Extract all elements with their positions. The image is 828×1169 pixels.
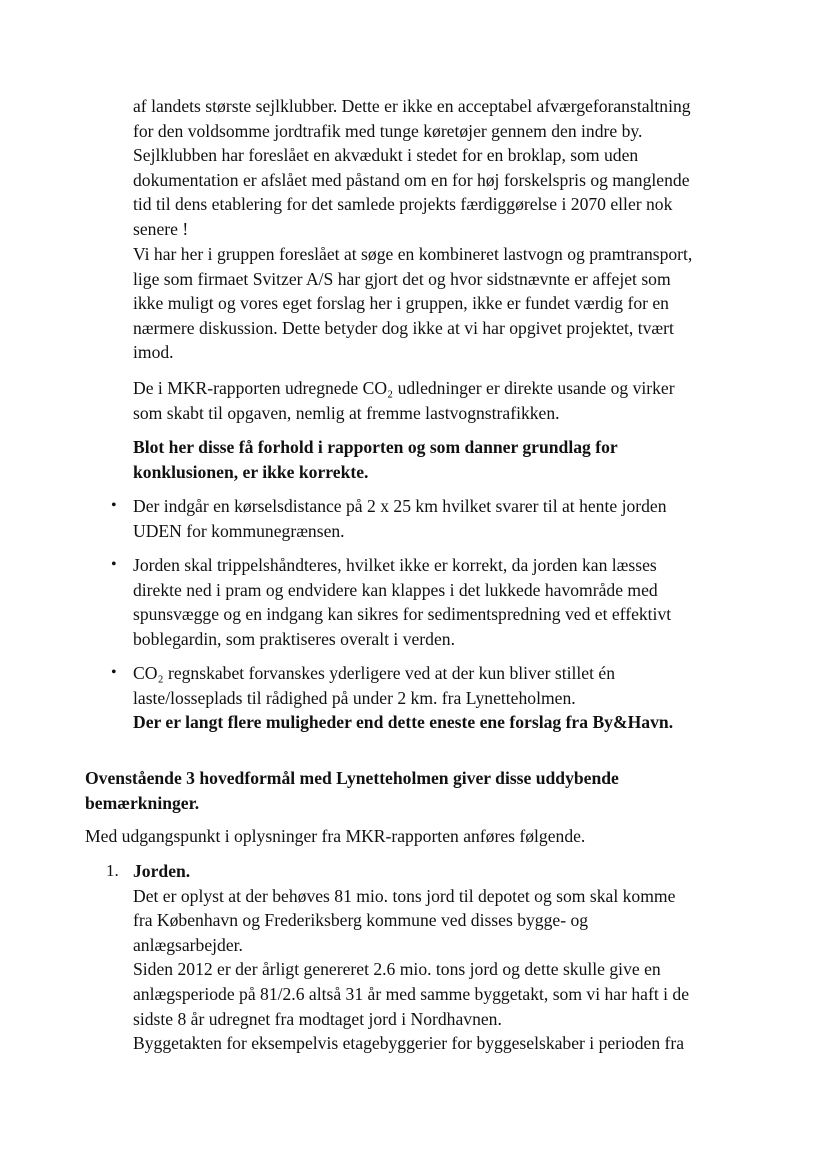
bullet-icon: • <box>111 556 117 573</box>
text-line: De i MKR-rapporten udregnede CO₂ udledninger er direkte usande og virker <box>133 378 675 398</box>
text-line-bold: Der er langt flere muligheder end dette eneste ene forslag fra By&Havn. <box>133 712 674 733</box>
text-line: Vi har her i gruppen foreslået at søge en kombineret lastvogn og pramtransport, <box>133 244 693 264</box>
text-line: boblegardin, som praktiseres overalt i verden. <box>133 628 455 649</box>
text-line: for den voldsomme jordtrafik med tunge køretøjer gennem den indre by. <box>133 120 643 141</box>
bullet-icon: • <box>111 497 117 514</box>
text-line: Det er oplyst at der behøves 81 mio. tons jord til depotet og som skal komme <box>133 885 676 906</box>
text-line: Siden 2012 er der årligt genereret 2.6 mio. tons jord og dette skulle give en <box>133 959 661 980</box>
text-line: laste/losseplads til rådighed på under 2 km. fra Lynetteholmen. <box>133 687 576 708</box>
bullet-item-handling <box>133 553 733 651</box>
paragraph-sejlklub <box>133 94 733 242</box>
text-line: UDEN for kommunegrænsen. <box>133 520 345 541</box>
text-line: tid til dens etablering for det samlede projekts færdiggørelse i 2070 eller nok <box>133 194 673 215</box>
text-line: Jorden skal trippelshåndteres, hvilket ikke er korrekt, da jorden kan læsses <box>133 555 657 575</box>
text-line: som skabt til opgaven, nemlig at fremme lastvognstrafikken. <box>133 402 560 423</box>
text-line: senere ! <box>133 218 189 239</box>
bullet-item-distance <box>133 494 733 543</box>
text-line: Sejlklubben har foreslået en akvædukt i stedet for en broklap, som uden <box>133 145 639 166</box>
text-line: anlægsperiode på 81/2.6 altså 31 år med samme byggetakt, som vi har haft i de <box>133 983 690 1004</box>
text-line: imod. <box>133 342 174 363</box>
section-heading <box>85 766 785 815</box>
text-line: fra København og Frederiksberg kommune ved disses bygge- og <box>133 910 589 931</box>
text-line: anlægsarbejder. <box>133 934 243 955</box>
bullet-icon: • <box>111 664 117 681</box>
heading-line: Ovenstående 3 hovedformål med Lynetteholmen giver disse uddybende <box>85 768 619 788</box>
text-line: spunsvægge og en indgang kan sikres for sedimentspredning ved et effektivt <box>133 604 672 625</box>
paragraph-pramtransport <box>133 242 733 365</box>
paragraph-conclusion-bold <box>133 435 733 484</box>
paragraph-co2 <box>133 376 733 425</box>
text-line: konklusionen, er ikke korrekte. <box>133 461 369 482</box>
text-line: lige som firmaet Svitzer A/S har gjort det og hvor sidstnævnte er affejet som <box>133 268 671 289</box>
text-line: sidste 8 år udregnet fra modtaget jord i Nordhavnen. <box>133 1008 502 1029</box>
list-number: 1. <box>106 861 119 880</box>
heading-line: bemærkninger. <box>85 792 200 813</box>
text-line: direkte ned i pram og endvidere kan klappes i det lukkede havområde med <box>133 579 658 600</box>
bullet-item-co2-accounting <box>133 661 733 735</box>
text-line: CO₂ regnskabet forvanskes yderligere ved at der kun bliver stillet én <box>133 663 615 683</box>
text-line: dokumentation er afslået med påstand om en for høj forskelspris og manglende <box>133 169 690 190</box>
numbered-item-jorden <box>133 859 733 1056</box>
numbered-item-title: Jorden. <box>133 861 191 881</box>
text-line: Der indgår en kørselsdistance på 2 x 25 km hvilket svarer til at hente jorden <box>133 496 667 516</box>
text-line: Med udgangspunkt i oplysninger fra MKR-rapporten anføres følgende. <box>85 826 586 846</box>
text-line: ikke muligt og vores eget forslag her i gruppen, ikke er fundet værdig for en <box>133 293 669 314</box>
text-line: af landets største sejlklubber. Dette er ikke en acceptabel afværgeforanstaltning <box>133 96 691 116</box>
text-line: nærmere diskussion. Dette betyder dog ikke at vi har opgivet projektet, tvært <box>133 317 674 338</box>
intro-paragraph <box>85 824 785 849</box>
text-line: Blot her disse få forhold i rapporten og som danner grundlag for <box>133 437 618 457</box>
text-line: Byggetakten for eksempelvis etagebyggerier for byggeselskaber i perioden fra <box>133 1033 685 1054</box>
